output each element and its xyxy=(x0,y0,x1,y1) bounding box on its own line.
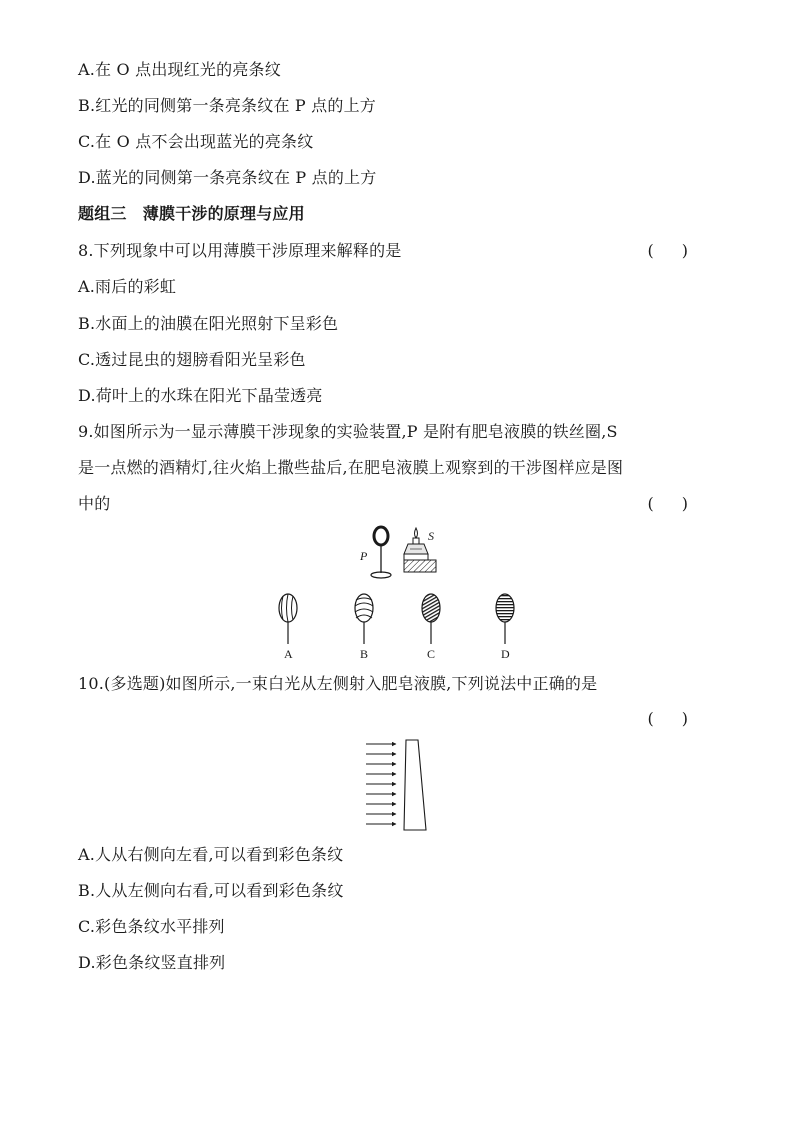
q9-stem-line3: 中的 xyxy=(78,494,111,513)
soap-film-wedge xyxy=(404,740,426,830)
q7-option-b: B.红光的同侧第一条亮条纹在 P 点的上方 xyxy=(78,96,376,115)
q10-stem: 10.(多选题)如图所示,一束白光从左侧射入肥皂液膜,下列说法中正确的是 xyxy=(78,674,598,693)
choice-label-d: D xyxy=(501,647,510,661)
soap-film-ring xyxy=(371,527,391,578)
q9-stem-line1: 9.如图所示为一显示薄膜干涉现象的实验装置,P 是附有肥皂液膜的铁丝圈,S xyxy=(78,422,618,441)
q7-option-d: D.蓝光的同侧第一条亮条纹在 P 点的上方 xyxy=(78,168,377,187)
q8-option-b: B.水面上的油膜在阳光照射下呈彩色 xyxy=(78,314,339,333)
choice-label-c: C xyxy=(427,647,436,661)
q10-option-c: C.彩色条纹水平排列 xyxy=(78,917,225,936)
q10-option-b: B.人从左侧向右看,可以看到彩色条纹 xyxy=(78,881,344,900)
light-rays xyxy=(366,744,396,824)
choice-label-a: A xyxy=(284,647,293,661)
q10-film-figure xyxy=(362,738,436,834)
q9-answer-paren: () xyxy=(647,494,716,513)
q8-answer-paren: () xyxy=(647,241,716,260)
choice-c-pattern xyxy=(422,594,440,644)
choice-d-pattern xyxy=(496,594,514,644)
section-heading: 题组三 薄膜干涉的原理与应用 xyxy=(78,204,305,223)
q8-stem: 8.下列现象中可以用薄膜干涉原理来解释的是 xyxy=(78,241,402,260)
q9-choices-figure xyxy=(270,592,530,664)
choice-b-pattern xyxy=(355,594,373,644)
q9-apparatus-figure xyxy=(350,522,450,586)
q8-option-d: D.荷叶上的水珠在阳光下晶莹透亮 xyxy=(78,386,323,405)
q8-option-a: A.雨后的彩虹 xyxy=(78,277,177,296)
q10-answer-paren: () xyxy=(647,709,716,728)
q10-option-d: D.彩色条纹竖直排列 xyxy=(78,953,226,972)
label-p: P xyxy=(360,549,368,563)
q10-option-a: A.人从右侧向左看,可以看到彩色条纹 xyxy=(78,845,344,864)
q9-stem-line2: 是一点燃的酒精灯,往火焰上撒些盐后,在肥皂液膜上观察到的干涉图样应是图 xyxy=(78,458,624,477)
choice-label-b: B xyxy=(360,647,369,661)
q7-option-a: A.在 O 点出现红光的亮条纹 xyxy=(78,60,281,79)
label-s: S xyxy=(428,529,434,543)
q7-option-c: C.在 O 点不会出现蓝光的亮条纹 xyxy=(78,132,314,151)
choice-a-pattern xyxy=(279,594,297,644)
q8-option-c: C.透过昆虫的翅膀看阳光呈彩色 xyxy=(78,350,306,369)
